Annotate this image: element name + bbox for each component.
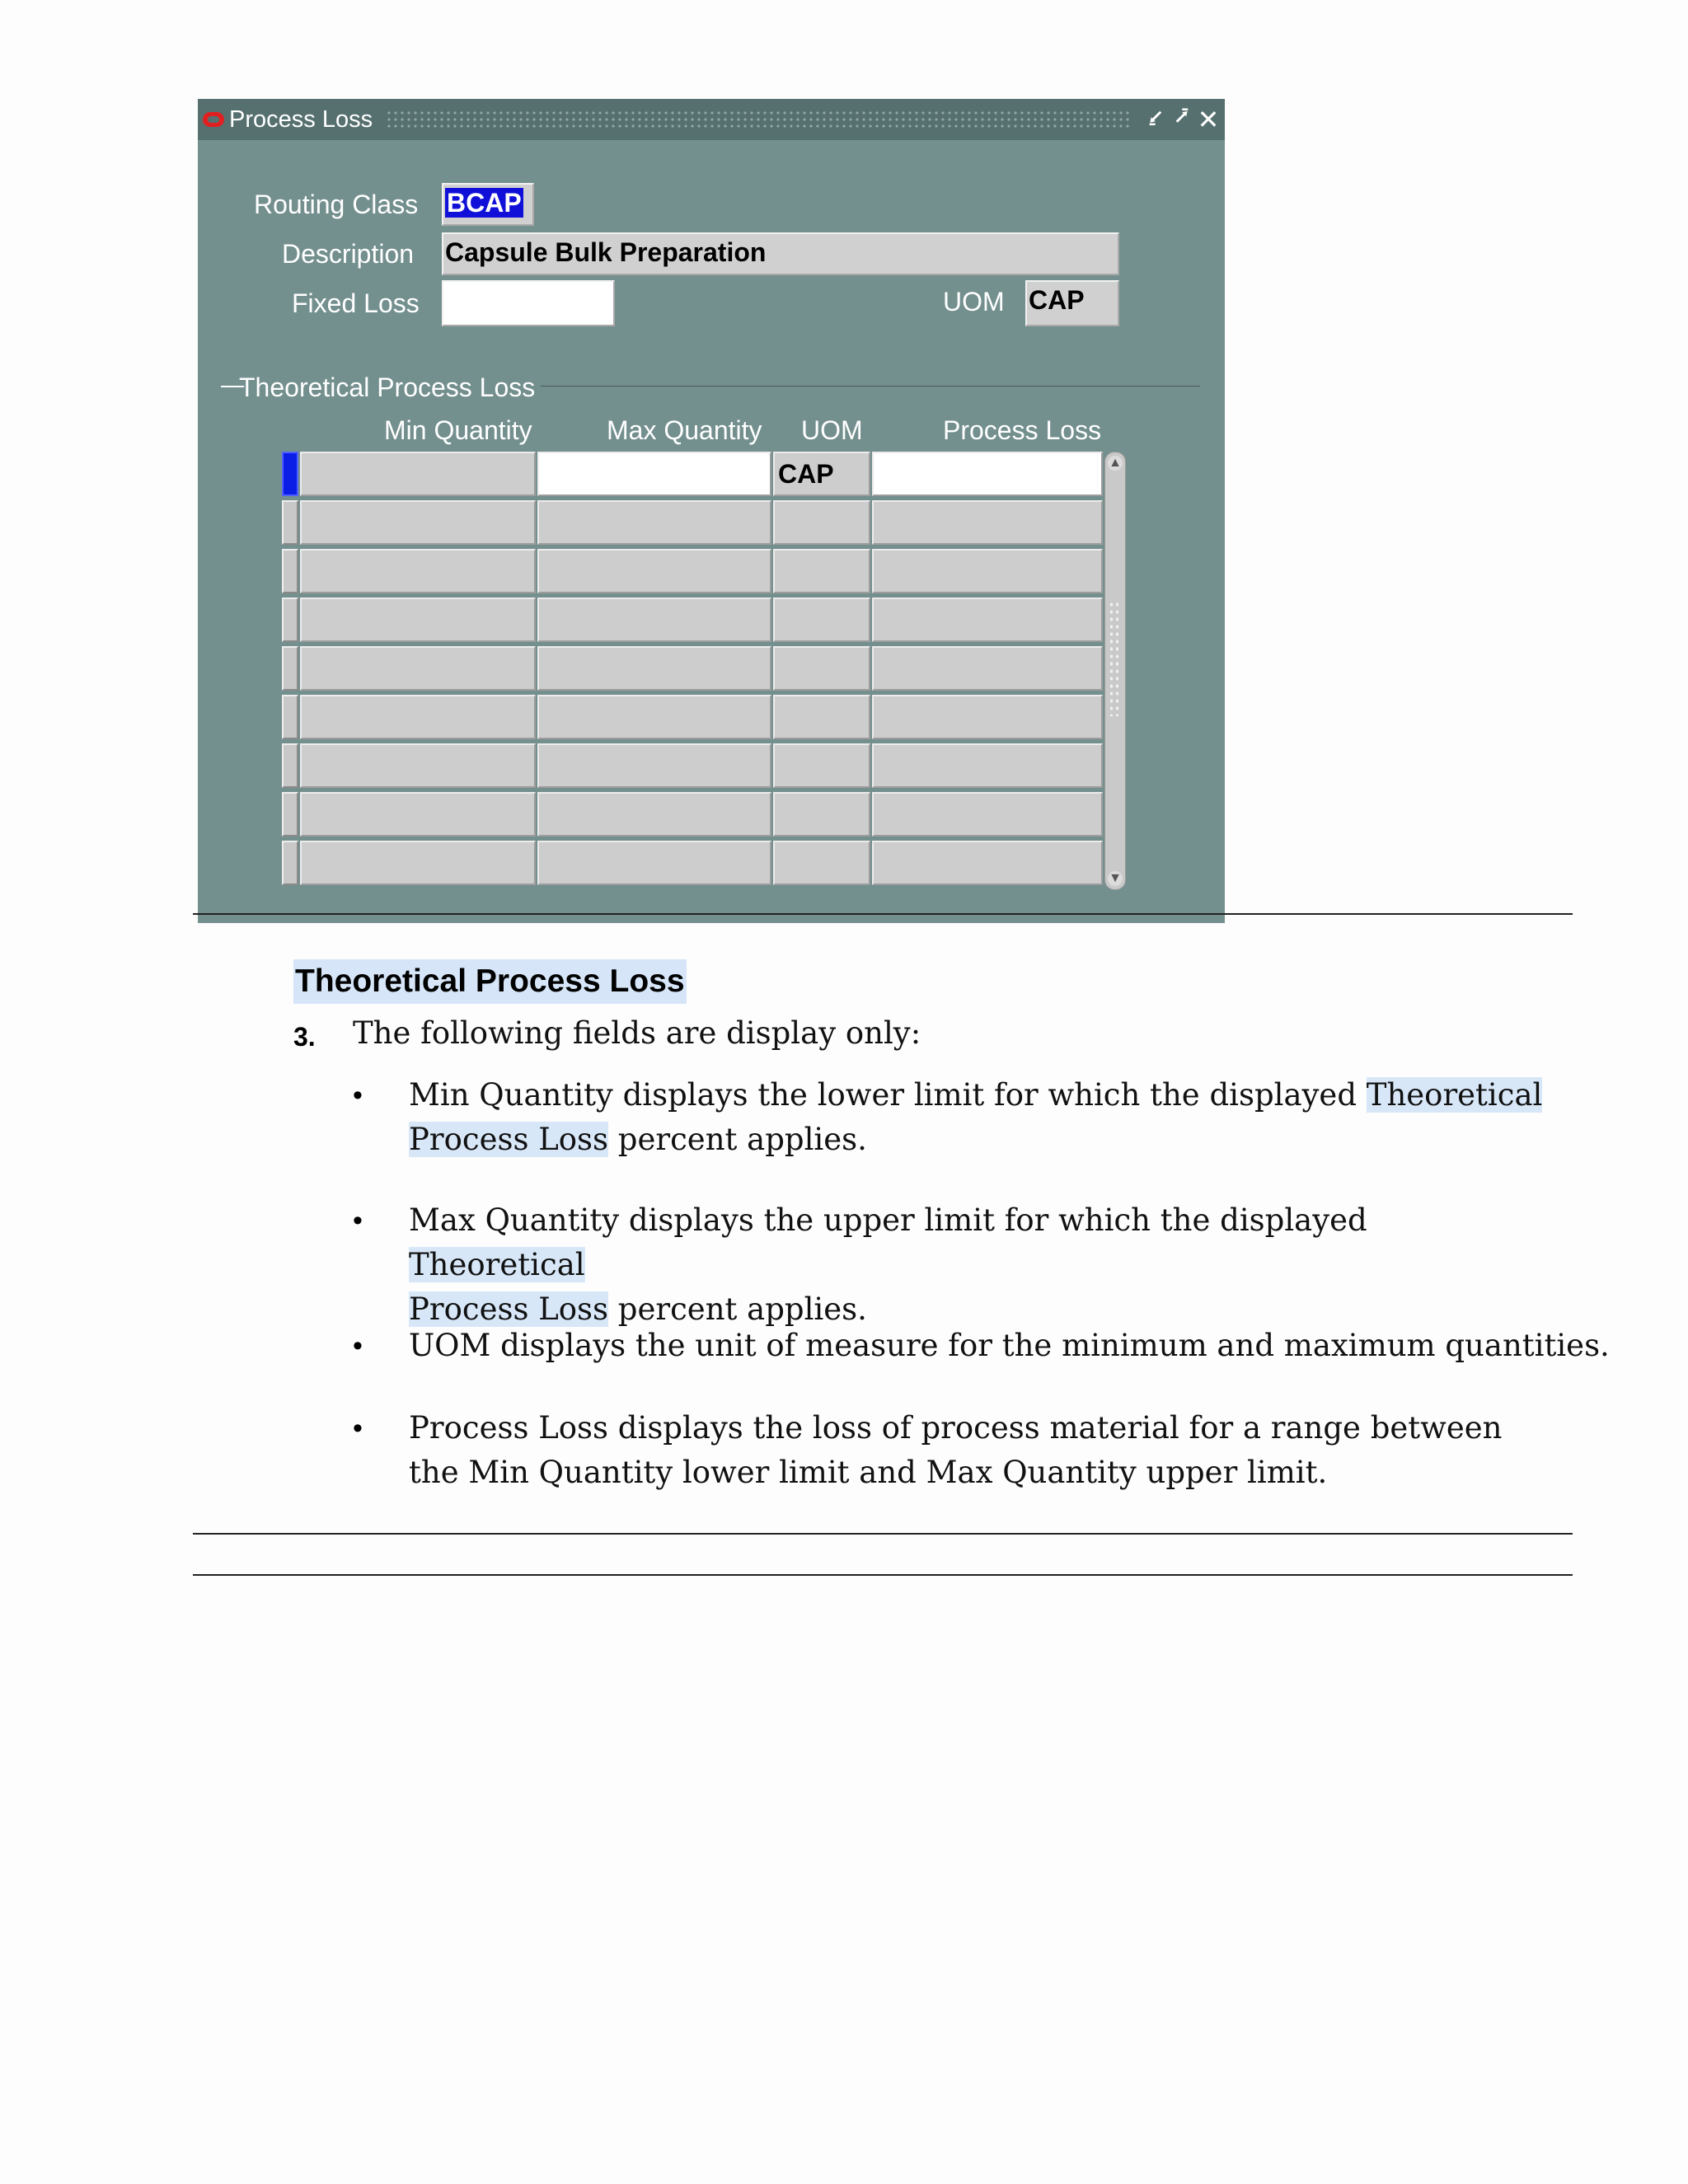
process-loss-cell[interactable]: [872, 841, 1103, 885]
step-number: 3.: [293, 1022, 316, 1052]
fixed-loss-label: Fixed Loss: [292, 288, 420, 318]
divider-middle: [193, 1533, 1573, 1535]
uom-cell[interactable]: [773, 500, 870, 545]
min-quantity-cell[interactable]: [300, 598, 536, 642]
process-loss-cell[interactable]: [872, 743, 1103, 788]
min-quantity-cell[interactable]: [300, 695, 536, 739]
row-indicator[interactable]: [282, 695, 298, 739]
row-indicator[interactable]: [282, 841, 298, 885]
scroll-thumb[interactable]: [1109, 601, 1122, 716]
max-quantity-cell[interactable]: [537, 646, 771, 691]
col-header-process-loss: Process Loss: [943, 415, 1102, 445]
min-quantity-cell[interactable]: [300, 841, 536, 885]
bullet-process-loss: Process Loss displays the loss of process material for a range between the Min Quantity lower limit and Max Quantity upper limit.: [409, 1410, 1503, 1490]
max-quantity-cell[interactable]: [537, 792, 771, 837]
group-divider-right: [541, 386, 1200, 387]
divider-bottom: [193, 1574, 1573, 1576]
scroll-up-icon[interactable]: ▲: [1109, 456, 1122, 470]
row-indicator[interactable]: [282, 598, 298, 642]
min-quantity-cell[interactable]: [300, 452, 536, 496]
max-quantity-cell[interactable]: [537, 452, 771, 496]
uom-cell[interactable]: CAP: [773, 452, 870, 496]
row-indicator[interactable]: [282, 646, 298, 691]
titlebar-grip[interactable]: [386, 110, 1131, 129]
max-quantity-cell[interactable]: [537, 743, 771, 788]
uom-cell[interactable]: [773, 695, 870, 739]
process-loss-window: [198, 99, 1225, 923]
col-header-max-quantity: Max Quantity: [607, 415, 762, 445]
uom-cell[interactable]: [773, 646, 870, 691]
bullet-min-quantity: Min Quantity displays the lower limit for which the displayed Theoretical Process Loss percent applies.: [409, 1077, 1543, 1157]
process-loss-cell[interactable]: [872, 646, 1103, 691]
max-quantity-cell[interactable]: [537, 598, 771, 642]
group-title: Theoretical Process Loss: [239, 373, 536, 402]
col-header-min-quantity: Min Quantity: [384, 415, 532, 445]
routing-class-label: Routing Class: [254, 190, 419, 219]
routing-class-value: BCAP: [447, 188, 522, 218]
row-indicator[interactable]: [282, 743, 298, 788]
bullet-icon: •: [353, 1080, 363, 1111]
window-titlebar[interactable]: [198, 99, 1225, 140]
row-indicator[interactable]: [282, 452, 298, 496]
divider-top: [193, 913, 1573, 915]
bullet-icon: •: [353, 1330, 363, 1361]
maximize-icon[interactable]: ⭷: [1175, 104, 1189, 129]
row-indicator[interactable]: [282, 500, 298, 545]
process-loss-cell[interactable]: [872, 695, 1103, 739]
bullet-icon: •: [353, 1413, 363, 1444]
min-quantity-cell[interactable]: [300, 792, 536, 837]
description-field[interactable]: Capsule Bulk Preparation: [442, 232, 1119, 275]
bullet-max-quantity: Max Quantity displays the upper limit for which the displayed Theoretical Process Loss percent applies.: [409, 1202, 1367, 1327]
row-indicator[interactable]: [282, 549, 298, 593]
uom-cell[interactable]: [773, 743, 870, 788]
minimize-icon[interactable]: ⭹: [1148, 104, 1163, 129]
max-quantity-cell[interactable]: [537, 695, 771, 739]
routing-class-field[interactable]: [442, 183, 534, 226]
min-quantity-cell[interactable]: [300, 500, 536, 545]
uom-field[interactable]: CAP: [1025, 280, 1119, 326]
step-text: The following fields are display only:: [353, 1015, 921, 1051]
max-quantity-cell[interactable]: [537, 549, 771, 593]
table-scrollbar[interactable]: [1104, 452, 1126, 890]
bullet-icon: •: [353, 1205, 363, 1236]
close-icon[interactable]: ✕: [1197, 105, 1220, 134]
process-loss-cell[interactable]: [872, 792, 1103, 837]
oracle-logo-icon: [203, 112, 224, 127]
min-quantity-cell[interactable]: [300, 743, 536, 788]
process-loss-cell[interactable]: [872, 549, 1103, 593]
fixed-loss-input[interactable]: [442, 280, 615, 326]
process-loss-cell[interactable]: [872, 500, 1103, 545]
process-loss-cell[interactable]: [872, 598, 1103, 642]
max-quantity-cell[interactable]: [537, 500, 771, 545]
row-indicator[interactable]: [282, 792, 298, 837]
section-heading: Theoretical Process Loss: [293, 959, 687, 1004]
bullet-uom: UOM displays the unit of measure for the minimum and maximum quantities.: [409, 1328, 1610, 1363]
uom-cell[interactable]: [773, 792, 870, 837]
window-title: Process Loss: [229, 105, 373, 133]
min-quantity-cell[interactable]: [300, 549, 536, 593]
max-quantity-cell[interactable]: [537, 841, 771, 885]
col-header-uom: UOM: [801, 415, 863, 445]
process-loss-cell[interactable]: [872, 452, 1103, 496]
min-quantity-cell[interactable]: [300, 646, 536, 691]
uom-cell[interactable]: [773, 841, 870, 885]
uom-label: UOM: [943, 287, 1005, 316]
scroll-down-icon[interactable]: ▼: [1109, 871, 1122, 885]
uom-cell[interactable]: [773, 598, 870, 642]
uom-cell[interactable]: [773, 549, 870, 593]
description-label: Description: [282, 239, 415, 269]
